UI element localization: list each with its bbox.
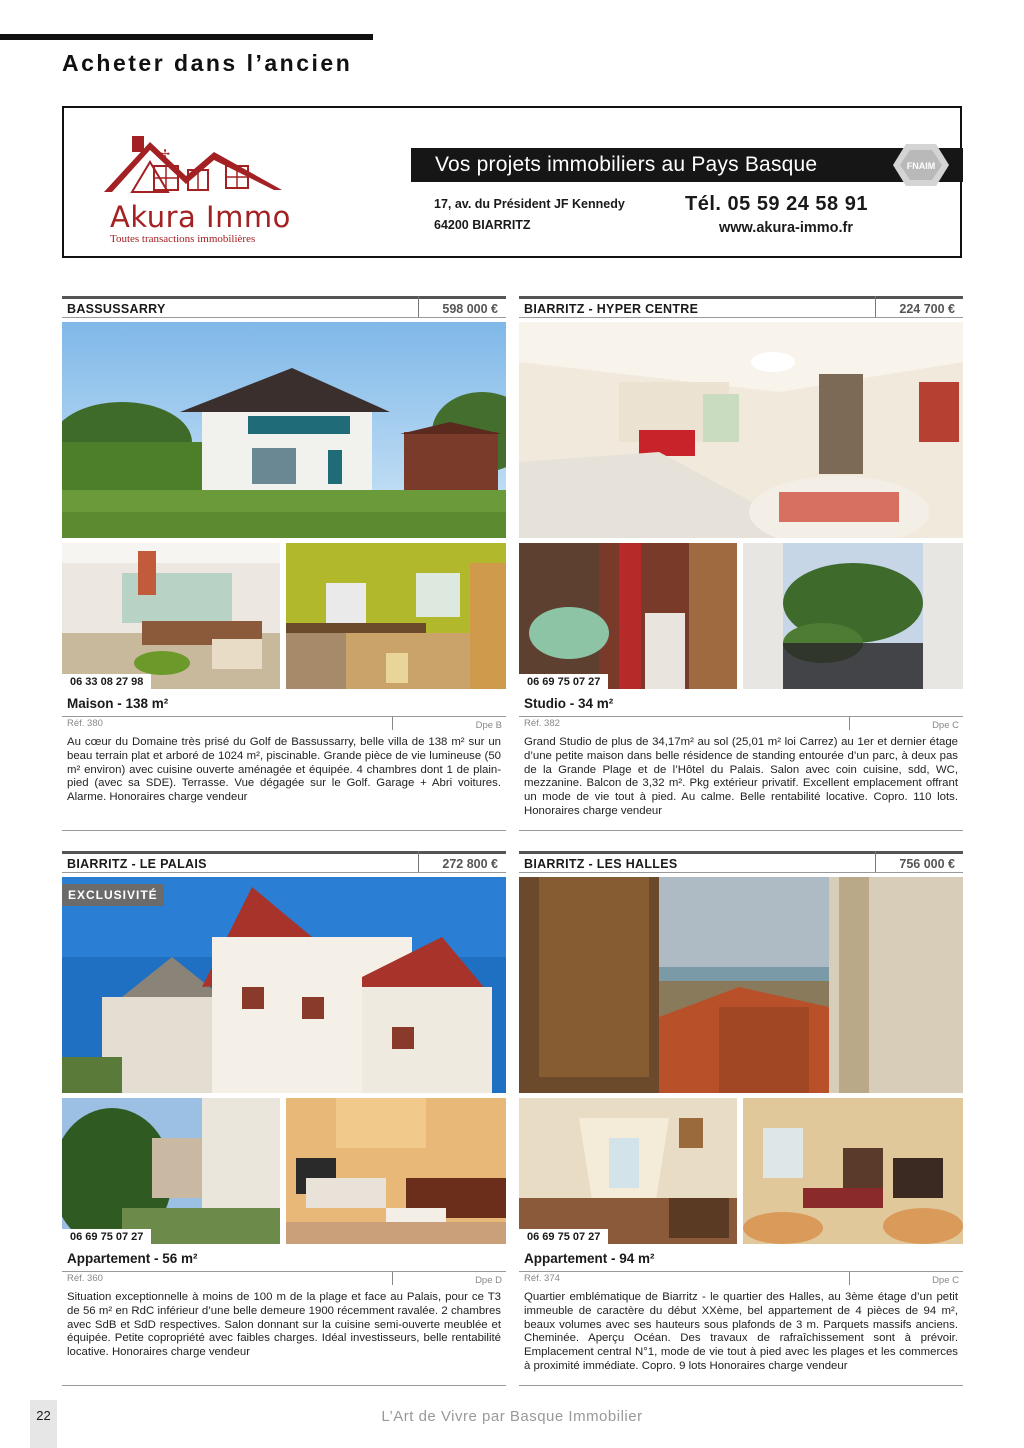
- listing-phone[interactable]: 06 69 75 07 27: [519, 1229, 608, 1244]
- main-photo-window-view[interactable]: [519, 877, 963, 1093]
- listing-dpe: Dpe C: [932, 1275, 959, 1286]
- agency-address-line2: 64200 BIARRITZ: [434, 218, 531, 232]
- listing-description: Au cœur du Domaine très prisé du Golf de Bassussarry, belle villa de 138 m² sur un beau terrain plat et arboré de 1024 m², piscinable. Grande pièce de vie lumineuse (50 m² environ) avec cuisine ouverte aménagée et équipée. 4 chambres dont 1 de plain-pied (avec sa SDE). Terrasse. Vue dégagée sur le Golf. Garage + Abri voitures. Alarme. Honoraires charge vendeur: [67, 736, 501, 804]
- listing-price: 272 800 €: [442, 857, 498, 871]
- listing-card-bassussarry[interactable]: [62, 296, 506, 832]
- listing-dpe: Dpe B: [475, 720, 502, 731]
- page-title: Acheter dans l’ancien: [62, 50, 353, 76]
- fnaim-badge: [892, 142, 950, 188]
- listing-price: 598 000 €: [442, 302, 498, 316]
- listing-phone[interactable]: 06 69 75 07 27: [519, 674, 608, 689]
- photo-kitchen[interactable]: [286, 543, 506, 689]
- ref-row: [62, 716, 506, 731]
- listing-description: Situation exceptionnelle à moins de 100 m de la plage et face au Palais, pour ce T3 de 56 m² en RdC inférieur d’une belle demeure 1900 récemment ravalée. 2 chambres avec SdB et SdD respectives. Salon donnant sur la cuisine semi-ouverte meublée et équipée. Petite copropriété avec faibles charges. Idéal investisseurs, belle rentabilité locative. Honoraires charge vendeur: [67, 1291, 501, 1359]
- listing-header: [62, 851, 506, 873]
- footer-text: L’Art de Vivre par Basque Immobilier: [381, 1408, 643, 1425]
- listing-location: BIARRITZ - HYPER CENTRE: [524, 302, 699, 316]
- house-logo-icon: [102, 132, 284, 196]
- main-photo-studio[interactable]: [519, 322, 963, 538]
- agency-tagline: Toutes transactions immobilières: [110, 233, 256, 245]
- ref-row: [519, 1271, 963, 1286]
- photo-bathroom[interactable]: [519, 543, 737, 689]
- listing-header: [519, 851, 963, 873]
- listing-ref: Réf. 374: [524, 1273, 560, 1284]
- listing-card-biarritz-le-palais[interactable]: [62, 851, 506, 1387]
- ref-row: [519, 716, 963, 731]
- photo-dining-room[interactable]: [743, 1098, 963, 1244]
- ref-row: [62, 1271, 506, 1286]
- property-type: Appartement - 56 m²: [67, 1251, 198, 1266]
- listing-ref: Réf. 382: [524, 718, 560, 729]
- fnaim-label: FNAIM: [906, 161, 936, 171]
- page-number: 22: [30, 1400, 57, 1448]
- svg-text:✢: ✢: [160, 147, 171, 161]
- listing-card-biarritz-les-halles[interactable]: [519, 851, 963, 1387]
- agency-website-link[interactable]: www.akura-immo.fr: [719, 220, 854, 236]
- listing-description: Quartier emblématique de Biarritz - le quartier des Halles, au 3ème étage d’un petit immeuble de caractère du début XXème, bel appartement de 4 pièces de 94 m², beaux volumes avec ses hauteurs sous plafonds de 3 m. Parquets massifs anciens. Cheminée. Aperçu Océan. Des travaux de rafraîchissement sont à prévoir. Emplacement central N°1, mode de vie tout à pied avec les plages et les commerces à proximité immédiate. Copro. 9 lots Honoraires charge vendeur: [524, 1291, 958, 1372]
- exclusivity-badge: EXCLUSIVITÉ: [62, 884, 164, 906]
- photo-balcony-view[interactable]: [743, 543, 963, 689]
- top-rule: [0, 34, 373, 40]
- photo-garden[interactable]: [62, 1098, 280, 1244]
- listing-location: BIARRITZ - LES HALLES: [524, 857, 678, 871]
- agency-phone[interactable]: Tél. 05 59 24 58 91: [685, 193, 868, 215]
- listing-location: BASSUSSARRY: [67, 302, 166, 316]
- listing-header: [519, 296, 963, 318]
- main-photo-villa[interactable]: [62, 322, 506, 538]
- listing-header: [62, 296, 506, 318]
- listing-price: 224 700 €: [899, 302, 955, 316]
- listing-card-biarritz-hyper-centre[interactable]: [519, 296, 963, 832]
- agency-banner[interactable]: [62, 106, 962, 258]
- listing-phone[interactable]: 06 69 75 07 27: [62, 1229, 151, 1244]
- photo-hallway[interactable]: [519, 1098, 737, 1244]
- property-type: Studio - 34 m²: [524, 696, 614, 711]
- photo-salon[interactable]: [286, 1098, 506, 1244]
- listing-location: BIARRITZ - LE PALAIS: [67, 857, 207, 871]
- agency-name: Akura Immo: [110, 200, 291, 234]
- property-type: Appartement - 94 m²: [524, 1251, 655, 1266]
- listing-ref: Réf. 380: [67, 718, 103, 729]
- listing-phone[interactable]: 06 33 08 27 98: [62, 674, 151, 689]
- listing-description: Grand Studio de plus de 34,17m² au sol (25,01 m² loi Carrez) au 1er et dernier étage d’une petite maison dans belle résidence de standing entourée d’un parc, à deux pas de la Grande Plage et de l’Hôtel du Palais. Salon avec coin cuisine, sdd, WC, mezzanine. Balcon de 3,32 m². Pkg extérieur privatif. Excellent emplacement offrant un mode de vie tout à pied. Au calme. Belle rentabilité locative. Copro. 110 lots. Honoraires charge vendeur: [524, 736, 958, 817]
- listing-dpe: Dpe C: [932, 720, 959, 731]
- agency-address-line1: 17, av. du Président JF Kennedy: [434, 197, 625, 211]
- listing-price: 756 000 €: [899, 857, 955, 871]
- agency-slogan: Vos projets immobiliers au Pays Basque: [411, 148, 963, 182]
- listing-dpe: Dpe D: [475, 1275, 502, 1286]
- listing-ref: Réf. 360: [67, 1273, 103, 1284]
- property-type: Maison - 138 m²: [67, 696, 169, 711]
- photo-living-room[interactable]: [62, 543, 280, 689]
- main-photo-belle-demeure[interactable]: [62, 877, 506, 1093]
